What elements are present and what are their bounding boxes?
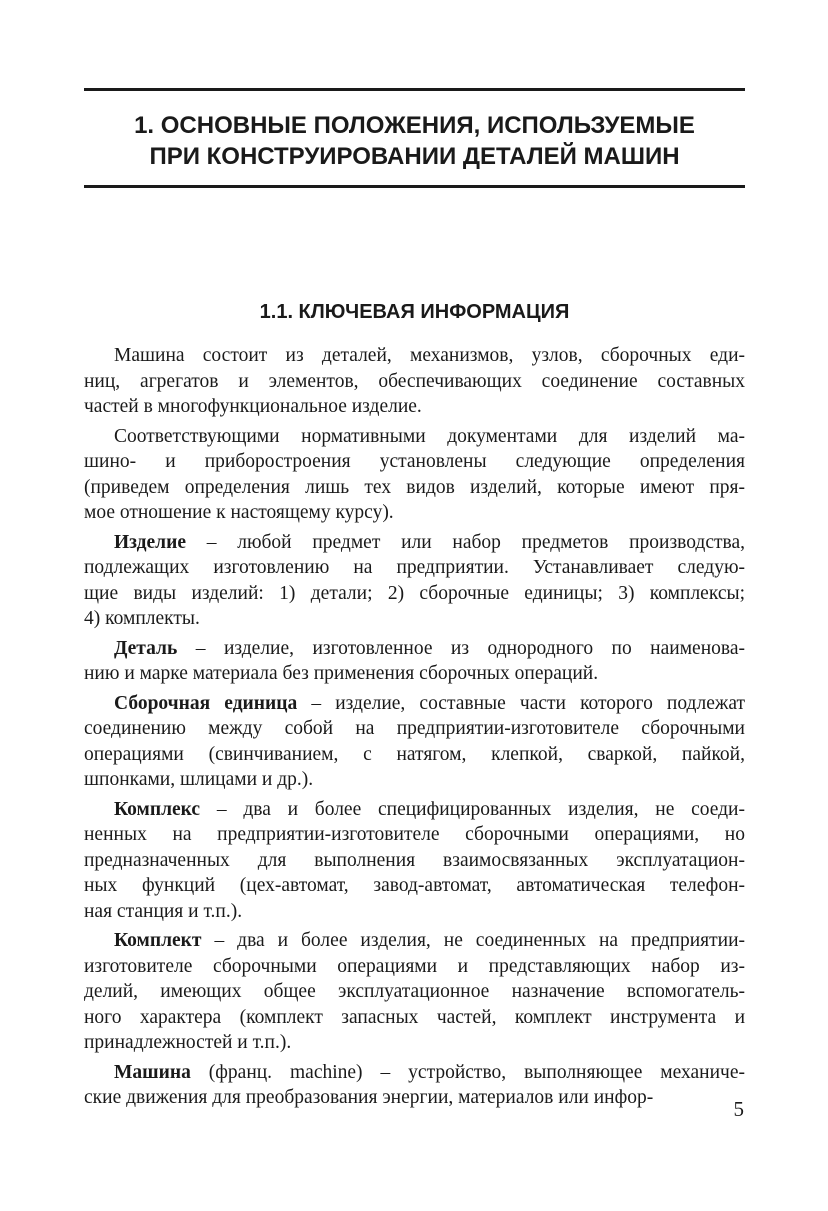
line-text: подлежащих изготовлению на предприятии. Устанавливает следую- (84, 557, 745, 578)
text-line (84, 424, 745, 450)
text-line (84, 873, 745, 899)
text-line (84, 1060, 745, 1086)
text-line (84, 928, 745, 954)
line-text: соединению между собой на предприятии-изготовителе сборочными (84, 718, 745, 739)
line-text: – два и более изделия, не соединенных на предприятии- (201, 930, 745, 951)
line-text: ские движения для преобразования энергии, материалов или инфор- (84, 1087, 654, 1108)
defined-term: Изделие (114, 531, 187, 553)
line-text: делий, имеющих общее эксплуатационное назначение вспомогатель- (84, 981, 745, 1002)
paragraph (84, 928, 745, 1056)
line-text: принадлежностей и т.п.). (84, 1032, 292, 1053)
line-text: шино- и приборостроения установлены следующие определения (84, 451, 745, 472)
line-text: ного характера (комплект запасных частей, комплект инструмента и (84, 1006, 745, 1028)
text-line (84, 742, 745, 768)
line-text: нию и марке материала без применения сборочных операций. (84, 663, 599, 684)
text-line (84, 797, 745, 823)
text-line (84, 369, 745, 395)
line-text: операциями (свинчиванием, с натягом, клепкой, сваркой, пайкой, (84, 743, 745, 765)
line-text: Машина состоит из деталей, механизмов, узлов, сборочных еди- (114, 345, 745, 366)
page-number: 5 (733, 1097, 744, 1121)
line-text: щие виды изделий: 1) детали; 2) сборочные единицы; 3) комплексы; (84, 582, 745, 604)
line-text: ненных на предприятии-изготовителе сборочными операциями, но (84, 824, 745, 845)
defined-term: Машина (114, 1061, 191, 1083)
paragraph (84, 691, 745, 793)
text-line (84, 500, 745, 526)
line-text: ных функций (цех-автомат, завод-автомат, автоматическая телефон- (84, 875, 745, 896)
text-line (84, 1085, 745, 1111)
text-line (84, 899, 745, 925)
line-text: ная станция и т.п.). (84, 900, 243, 922)
line-text: – изделие, изготовленное из однородного по наименова- (177, 637, 745, 659)
defined-term: Комплекс (114, 798, 201, 820)
line-text: мое отношение к настоящему курсу). (84, 502, 394, 523)
line-text: частей в многофункциональное изделие. (84, 396, 422, 417)
text-line (84, 555, 745, 581)
text-line (84, 1030, 745, 1056)
text-line (84, 449, 745, 475)
line-text: шпонками, шлицами и др.). (84, 769, 314, 790)
text-line (84, 661, 745, 687)
text-line (84, 716, 745, 742)
bottom-rule (84, 185, 745, 188)
defined-term: Комплект (114, 930, 202, 951)
line-text: Соответствующими нормативными документами для изделий ма- (114, 425, 745, 447)
defined-term: Деталь (114, 637, 178, 659)
text-line (84, 475, 745, 501)
chapter-title-line-1: 1. ОСНОВНЫЕ ПОЛОЖЕНИЯ, ИСПОЛЬЗУЕМЫЕ (134, 112, 695, 139)
text-line (84, 394, 745, 420)
line-text: – два и более специфицированных изделия, не соеди- (200, 798, 745, 820)
text-line (84, 581, 745, 607)
paragraph (84, 424, 745, 526)
text-line (84, 606, 745, 632)
text-line (84, 822, 745, 848)
text-line (84, 691, 745, 717)
text-line (84, 848, 745, 874)
line-text: 4) комплекты. (84, 608, 200, 629)
text-line (84, 1005, 745, 1031)
section-title: 1.1. КЛЮЧЕВАЯ ИНФОРМАЦИЯ (259, 301, 570, 323)
line-text: – изделие, составные части которого подлежат (297, 692, 746, 714)
chapter-title-line-2: ПРИ КОНСТРУИРОВАНИИ ДЕТАЛЕЙ МАШИН (149, 143, 680, 170)
paragraph (84, 530, 745, 632)
paragraph (84, 636, 745, 687)
line-text: – любой предмет или набор предметов производства, (186, 531, 745, 553)
line-text: предназначенных для выполнения взаимосвязанных эксплуатацион- (84, 849, 745, 871)
text-line (84, 343, 745, 369)
chapter-title (84, 110, 745, 172)
body-text (84, 343, 745, 1115)
text-line (84, 979, 745, 1005)
text-line (84, 530, 745, 556)
paragraph (84, 1060, 745, 1111)
line-text: ниц, агрегатов и элементов, обеспечивающих соединение составных (84, 370, 745, 392)
paragraph (84, 343, 745, 420)
text-line (84, 636, 745, 662)
line-text: (приведем определения лишь тех видов изделий, которые имеют пря- (84, 476, 745, 498)
defined-term: Сборочная единица (114, 692, 298, 714)
line-text: изготовителе сборочными операциями и представляющих набор из- (84, 955, 745, 977)
line-text: (франц. machine) – устройство, выполняющее механиче- (190, 1061, 745, 1083)
text-line (84, 954, 745, 980)
top-rule (84, 88, 745, 91)
text-line (84, 767, 745, 793)
paragraph (84, 797, 745, 925)
